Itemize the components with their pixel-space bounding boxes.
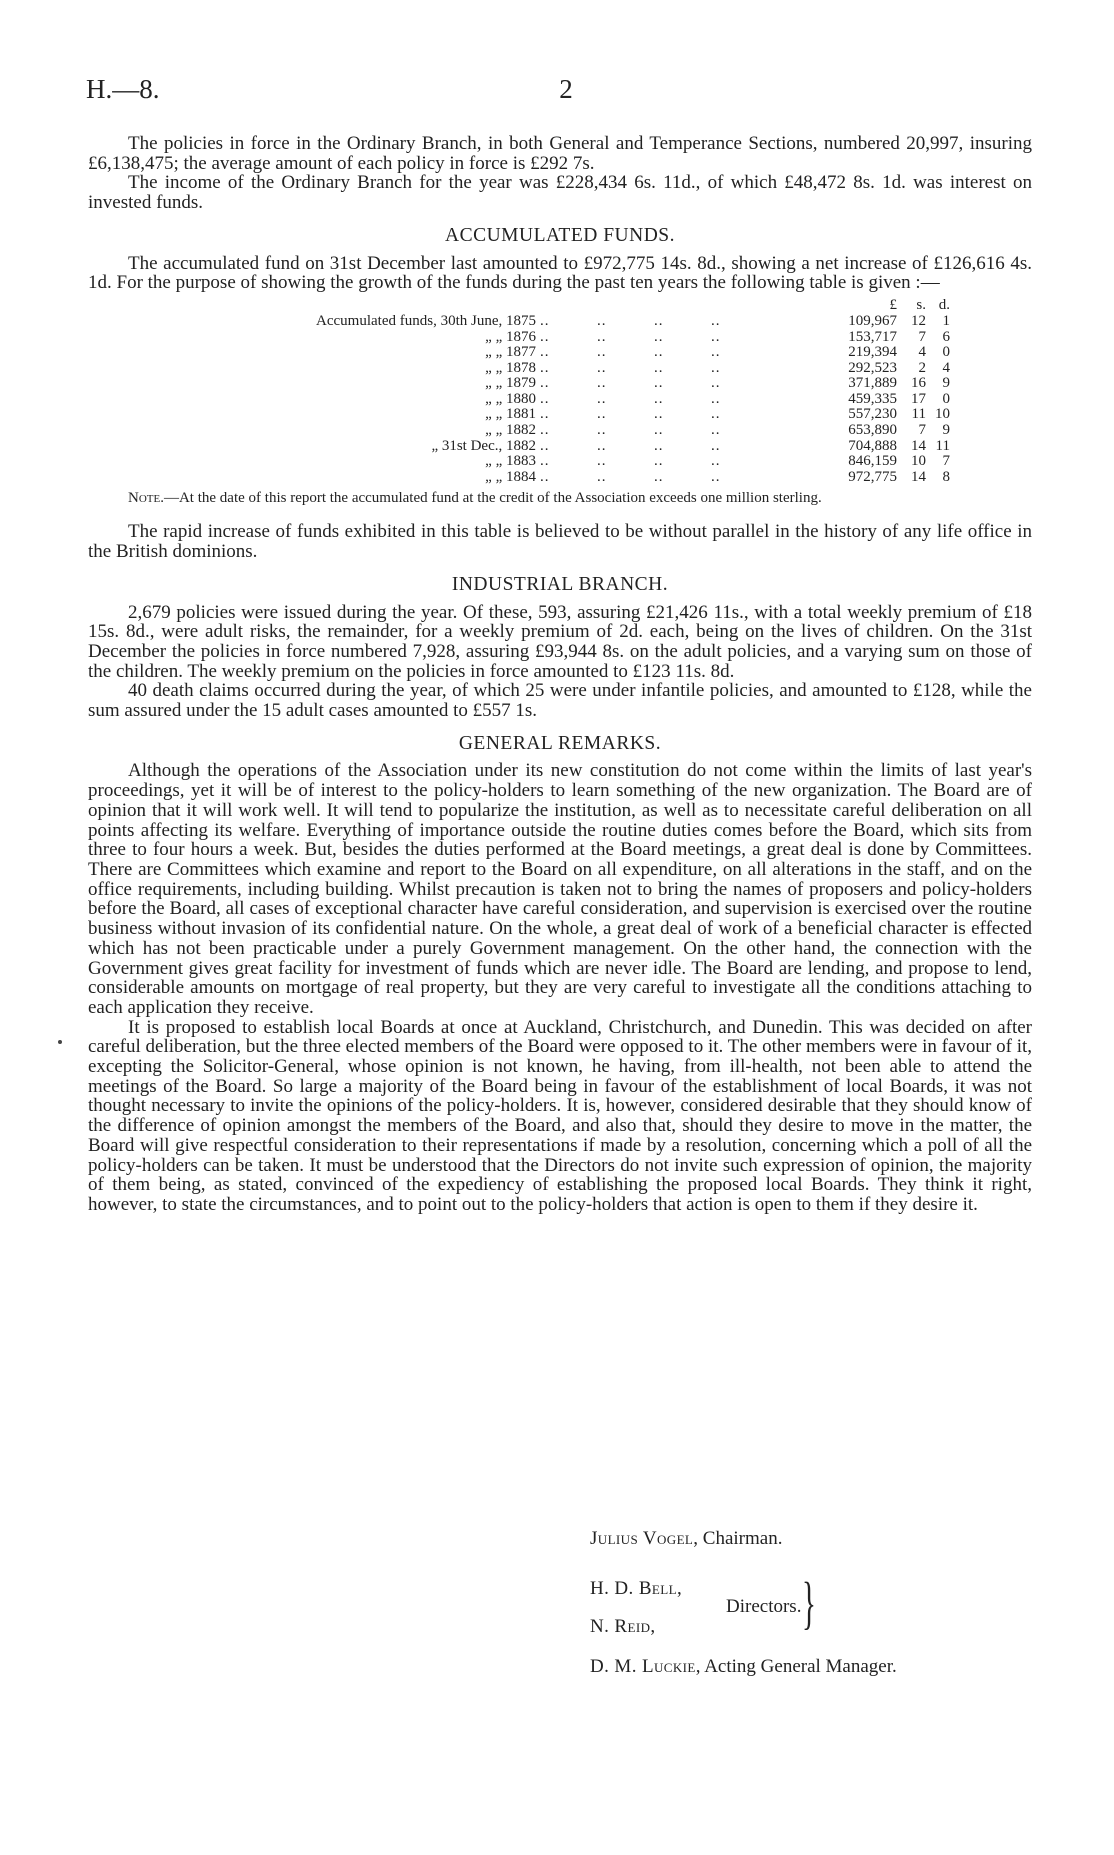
- row-label: „ „ 1884: [485, 468, 536, 485]
- funds-table-rows: [88, 314, 1032, 486]
- page-number: 2: [559, 74, 573, 104]
- funds-table-row: [88, 423, 1032, 439]
- row-label: „ „ 1883: [485, 453, 536, 470]
- row-label: Accumulated funds, 30th June, 1875: [316, 312, 536, 329]
- funds-table-row: [88, 439, 1032, 455]
- page-header: [86, 74, 1046, 114]
- note-label: Note.: [128, 490, 164, 507]
- row-pence: 8: [942, 468, 950, 485]
- director-signature: [590, 1616, 656, 1638]
- row-leader-dots: .. .. .. ..: [540, 406, 721, 423]
- manager-name: D. M. Luckie: [590, 1656, 696, 1677]
- row-label: „ 31st Dec., 1882: [431, 437, 536, 454]
- row-shillings: 12: [911, 312, 926, 329]
- row-leader-dots: .. .. .. ..: [540, 344, 721, 361]
- accumulated-funds-paragraph: The accumulated fund on 31st December last amounted to £972,775 14s. 8d., showing a net increase of £126,616 4s. 1d. For the purpose of showing the growth of the funds during the past ten years the following table is given :—: [88, 252, 1032, 294]
- row-label: „ „ 1879: [485, 375, 536, 392]
- margin-mark: [58, 1040, 62, 1044]
- funds-table: [88, 298, 1032, 486]
- note-text: —At the date of this report the accumulated fund at the credit of the Association exceeds one million sterling.: [163, 490, 822, 507]
- manager-title: , Acting General Manager.: [695, 1656, 897, 1677]
- row-label: „ „ 1877: [485, 344, 536, 361]
- row-shillings: 14: [911, 437, 926, 454]
- column-shillings: s.: [916, 296, 926, 313]
- director-name: H. D. Bell,: [590, 1578, 683, 1599]
- row-pence: 6: [942, 328, 950, 345]
- row-pounds: 219,394: [848, 344, 897, 361]
- row-shillings: 10: [911, 453, 926, 470]
- row-pounds: 109,967: [848, 312, 897, 329]
- row-pounds: 846,159: [848, 453, 897, 470]
- row-shillings: 7: [918, 328, 926, 345]
- funds-table-row: [88, 392, 1032, 408]
- funds-table-row: [88, 361, 1032, 377]
- row-leader-dots: .. .. .. ..: [540, 453, 721, 470]
- funds-table-row: [88, 454, 1032, 470]
- row-leader-dots: .. .. .. ..: [540, 312, 721, 329]
- funds-table-row: [88, 407, 1032, 423]
- directors-brace: }: [802, 1570, 816, 1635]
- row-pounds: 459,335: [848, 390, 897, 407]
- funds-table-row: [88, 470, 1032, 486]
- chairman-name: Julius Vogel: [590, 1528, 694, 1549]
- row-shillings: 14: [911, 468, 926, 485]
- intro-paragraph: The policies in force in the Ordinary Branch, in both General and Temperance Sections, numbered 20,997, insuring £6,138,475; the average amount of each policy in force is £292 7s.: [88, 133, 1032, 174]
- row-pence: 9: [942, 375, 950, 392]
- document-code: H.—8.: [86, 74, 160, 104]
- section-heading-general-remarks: GENERAL REMARKS.: [458, 732, 662, 754]
- section-heading-accumulated-funds: ACCUMULATED FUNDS.: [444, 224, 676, 246]
- row-label: „ „ 1878: [485, 359, 536, 376]
- funds-table-row: [88, 314, 1032, 330]
- row-pence: 0: [942, 390, 950, 407]
- row-shillings: 17: [911, 390, 926, 407]
- document-body: [88, 134, 1032, 1215]
- row-shillings: 11: [911, 406, 926, 423]
- row-label: „ „ 1882: [485, 422, 536, 439]
- row-pounds: 972,775: [848, 468, 897, 485]
- funds-table-row: [88, 330, 1032, 346]
- row-pence: 0: [942, 344, 950, 361]
- row-pence: 11: [935, 437, 950, 454]
- industrial-paragraph: 40 death claims occurred during the year, of which 25 were under infantile policies, and amounted to £128, while the sum assured under the 15 adult cases amounted to £557 1s.: [88, 680, 1032, 722]
- row-label: „ „ 1880: [485, 390, 536, 407]
- row-shillings: 2: [918, 359, 926, 376]
- chairman-signature: [590, 1528, 782, 1550]
- row-leader-dots: .. .. .. ..: [540, 390, 721, 407]
- section-heading-industrial-branch: INDUSTRIAL BRANCH.: [451, 573, 669, 595]
- general-remarks-paragraph: It is proposed to establish local Boards at once at Auckland, Christchurch, and Dunedin. This was decided on after careful deliberation, but the three elected members of the Board were opposed to it. The other members were in favour of it, excepting the Solicitor-General, whose opinion is not known, he having, from ill-health, not been able to attend the meetings of the Board. So large a majority of the Board being in favour of the establishment of local Boards, it was not thought necessary to invite the opinions of the policy-holders. It is, however, considered desirable that they should know of the difference of opinion amongst the members of the Board, and also that, should they desire to move in the matter, the Board will give respectful consideration to their representations if made by a resolution, concerning which a poll of all the policy-holders can be taken. It must be understood that the Directors do not invite such expression of opinion, the majority of them being, as stated, convinced of the expediency of establishing the proposed local Boards. They think it right, however, to state the circumstances, and to point out to the policy-holders that action is open to them if they desire it.: [88, 1016, 1032, 1215]
- industrial-paragraph: 2,679 policies were issued during the year. Of these, 593, assuring £21,426 11s., with a total weekly premium of £18 15s. 8d., were adult risks, the remainder, for a weekly premium of 2d. each, being on the lives of children. On the 31st December the policies in force numbered 7,928, assuring £93,944 8s. on the adult policies, and a varying sum on those of the children. The weekly premium on the policies in force amounted to £123 11s. 8d.: [88, 601, 1032, 682]
- directors-label: Directors.: [726, 1596, 802, 1617]
- row-leader-dots: .. .. .. ..: [540, 468, 721, 485]
- row-pence: 9: [942, 422, 950, 439]
- director-signature: [590, 1578, 682, 1600]
- row-pence: 1: [942, 312, 950, 329]
- row-leader-dots: .. .. .. ..: [540, 422, 721, 439]
- row-leader-dots: .. .. .. ..: [540, 328, 721, 345]
- intro-paragraph: The income of the Ordinary Branch for the year was £228,434 6s. 11d., of which £48,472 8s. 1d. was interest on invested funds.: [88, 172, 1032, 214]
- row-pounds: 371,889: [848, 375, 897, 392]
- funds-table-row: [88, 345, 1032, 361]
- chairman-title: , Chairman.: [693, 1528, 783, 1549]
- row-shillings: 4: [918, 344, 926, 361]
- funds-table-header: [88, 298, 1032, 314]
- row-leader-dots: .. .. .. ..: [540, 359, 721, 376]
- row-pounds: 557,230: [848, 406, 897, 423]
- row-label: „ „ 1881: [485, 406, 536, 423]
- row-pounds: 653,890: [848, 422, 897, 439]
- column-pence: d.: [938, 296, 950, 313]
- row-leader-dots: .. .. .. ..: [540, 437, 721, 454]
- column-pounds: £: [889, 296, 897, 313]
- row-shillings: 16: [911, 375, 926, 392]
- row-pounds: 153,717: [848, 328, 897, 345]
- row-pence: 10: [935, 406, 950, 423]
- manager-signature: [590, 1656, 897, 1678]
- row-leader-dots: .. .. .. ..: [540, 375, 721, 392]
- director-name: N. Reid,: [590, 1616, 656, 1637]
- table-note: [88, 489, 1032, 507]
- row-pence: 4: [942, 359, 950, 376]
- row-pence: 7: [942, 453, 950, 470]
- general-remarks-paragraph: Although the operations of the Association under its new constitution do not come within the limits of last year's proceedings, yet it will be of interest to the policy-holders to learn something of the new organization. The Board are of opinion that it will work well. It will tend to popularize the institution, as well as to necessitate careful deliberation on all points affecting its welfare. Everything of importance outside the routine duties comes before the Board, which sits from three to four hours a week. But, besides the duties performed at the Board meetings, a great deal is done by Committees. There are Committees which examine and report to the Board on all expenditure, on all alterations in the staff, and on the office requirements, including building. Whilst precaution is taken not to bring the names of proposers and policy-holders before the Board, all cases of exceptional character have careful consideration, and supervision is exercised over the routine business without invasion of its confidential nature. On the whole, a great deal of work of a beneficial character is effected which has not been practicable under a purely Government management. On the other hand, the connection with the Government gives great facility for investment of funds which are never idle. The Board are lending, and propose to lend, considerable amounts on mortgage of real property, but they are very careful to investigate all the conditions attaching to each application they receive.: [88, 760, 1032, 1018]
- row-pounds: 704,888: [848, 437, 897, 454]
- row-label: „ „ 1876: [485, 328, 536, 345]
- row-pounds: 292,523: [848, 359, 897, 376]
- funds-table-row: [88, 376, 1032, 392]
- funds-remark-paragraph: The rapid increase of funds exhibited in this table is believed to be without parallel in the history of any life office in the British dominions.: [88, 521, 1032, 563]
- row-shillings: 7: [918, 422, 926, 439]
